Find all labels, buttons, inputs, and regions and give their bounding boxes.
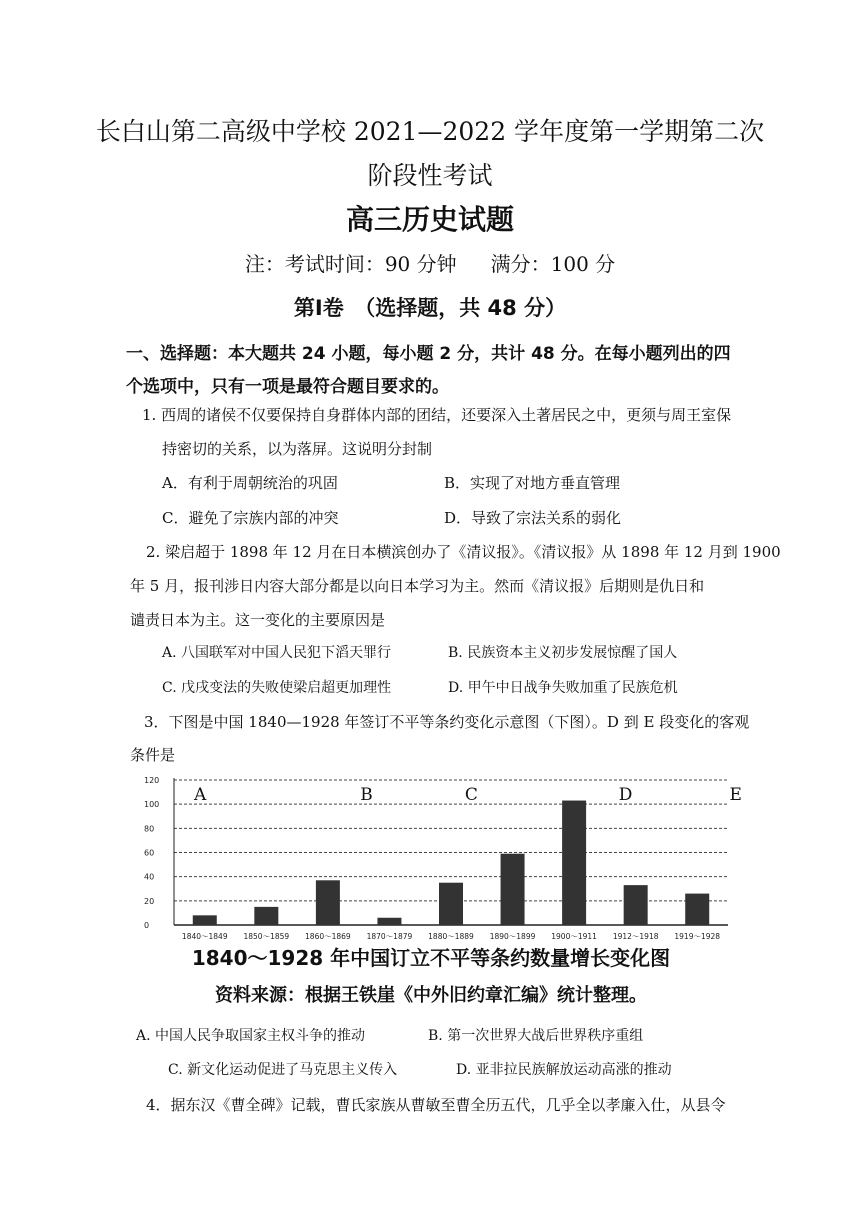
q3-option-d[interactable]: D. 亚非拉民族解放运动高涨的推动	[456, 1062, 672, 1078]
q2-option-a[interactable]: A. 八国联军对中国人民犯下滔天罪行	[162, 645, 392, 661]
bar-7	[562, 801, 586, 925]
q3-option-b[interactable]: B. 第一次世界大战后世界秩序重组	[428, 1028, 644, 1044]
q3-stem-line1: 3．下图是中国 1840—1928 年签订不平等条约变化示意图（下图）。D 到 E 段变化的客观	[144, 713, 750, 731]
x-tick-label: 1840～1849	[181, 932, 228, 941]
segment-label-b: B	[360, 785, 373, 805]
exam-time-note: 注：考试时间：90 分钟	[244, 252, 457, 276]
subject-title: 高三历史试题	[345, 203, 514, 236]
q2-stem-line1: 2. 梁启超于 1898 年 12 月在日本横滨创办了《清议报》。《清议报》从 1898 年 12 月到 1900	[146, 543, 781, 561]
full-score-note: 满分：100 分	[490, 252, 616, 276]
q2-option-d[interactable]: D. 甲午中日战争失败加重了民族危机	[448, 680, 678, 696]
exam-title-line2: 阶段性考试	[367, 161, 493, 190]
q1-stem-line2: 持密切的关系，以为落屏。这说明分封制	[162, 440, 433, 458]
x-tick-label: 1850～1859	[243, 932, 290, 941]
chart-title: 1840～1928 年中国订立不平等条约数量增长变化图	[191, 946, 671, 970]
segment-label-e: E	[729, 785, 742, 805]
q3-option-a[interactable]: A. 中国人民争取国家主权斗争的推动	[136, 1028, 366, 1044]
y-tick-label: 120	[144, 776, 160, 785]
x-tick-label: 1912～1918	[612, 932, 659, 941]
y-tick-label: 80	[144, 824, 155, 834]
q3-option-c[interactable]: C. 新文化运动促进了马克思主义传入	[168, 1062, 398, 1078]
bar-9	[685, 894, 709, 925]
bar-8	[624, 885, 648, 925]
q1-option-b[interactable]: B．实现了对地方垂直管理	[444, 474, 621, 492]
q3-stem-line2: 条件是	[130, 746, 176, 764]
bar-2	[254, 907, 278, 925]
q1-stem-line1: 1. 西周的诸侯不仅要保持自身群体内部的团结，还要深入土著居民之中，更须与周王室保	[142, 406, 732, 424]
exam-title-line1: 长白山第二高级中学校 2021—2022 学年度第一学期第二次	[95, 117, 765, 146]
chart-svg	[134, 768, 742, 1018]
bar-6	[501, 854, 525, 925]
x-tick-label: 1900～1911	[551, 932, 597, 941]
x-tick-label: 1919～1928	[674, 932, 721, 941]
q2-stem-line3: 谴责日本为主。这一变化的主要原因是	[130, 611, 386, 629]
segment-label-d: D	[618, 785, 633, 805]
q2-option-c[interactable]: C. 戊戌变法的失败使梁启超更加理性	[162, 680, 392, 696]
y-tick-label: 40	[144, 872, 155, 882]
section-intro: 一、选择题：本大题共 24 小题，每小题 2 分，共计 48 分。在每小题列出的四个选项中，只有一项是最符合题目要求的。	[126, 344, 731, 397]
y-tick-label: 100	[144, 800, 160, 810]
y-tick-label: 60	[144, 848, 155, 858]
q1-option-d[interactable]: D．导致了宗法关系的弱化	[444, 509, 622, 527]
q2-stem-line2: 年 5 月，报刊涉日内容大部分都是以向日本学习为主。然而《清议报》后期则是仇日和	[130, 577, 705, 595]
bar-1	[193, 915, 217, 925]
q4-stem-line1: 4．据东汉《曹全碑》记载，曹氏家族从曹敏至曹全历五代，几乎全以孝廉入仕，从县令	[146, 1096, 726, 1114]
bar-3	[316, 880, 340, 925]
x-tick-label: 1860～1869	[305, 932, 351, 941]
chart-source: 资料来源：根据王铁崖《中外旧约章汇编》统计整理。	[215, 985, 647, 1006]
exam-note	[0, 248, 860, 277]
segment-label-a: A	[194, 785, 207, 805]
y-tick-label: 0	[144, 921, 150, 930]
x-tick-label: 1890～1899	[489, 932, 536, 941]
treaty-bar-chart	[134, 768, 742, 1018]
x-tick-label: 1880～1889	[428, 932, 474, 941]
bar-5	[439, 883, 463, 925]
x-tick-label: 1870～1879	[366, 932, 413, 941]
q2-option-b[interactable]: B. 民族资本主义初步发展惊醒了国人	[448, 645, 678, 661]
q1-option-a[interactable]: A．有利于周朝统治的巩固	[162, 474, 338, 492]
y-tick-label: 20	[144, 896, 155, 906]
segment-label-c: C	[464, 785, 478, 805]
bar-4	[377, 918, 401, 925]
volume-heading: 第Ⅰ卷 （选择题，共 48 分）	[293, 296, 567, 320]
q1-option-c[interactable]: C．避免了宗族内部的冲突	[162, 509, 339, 527]
